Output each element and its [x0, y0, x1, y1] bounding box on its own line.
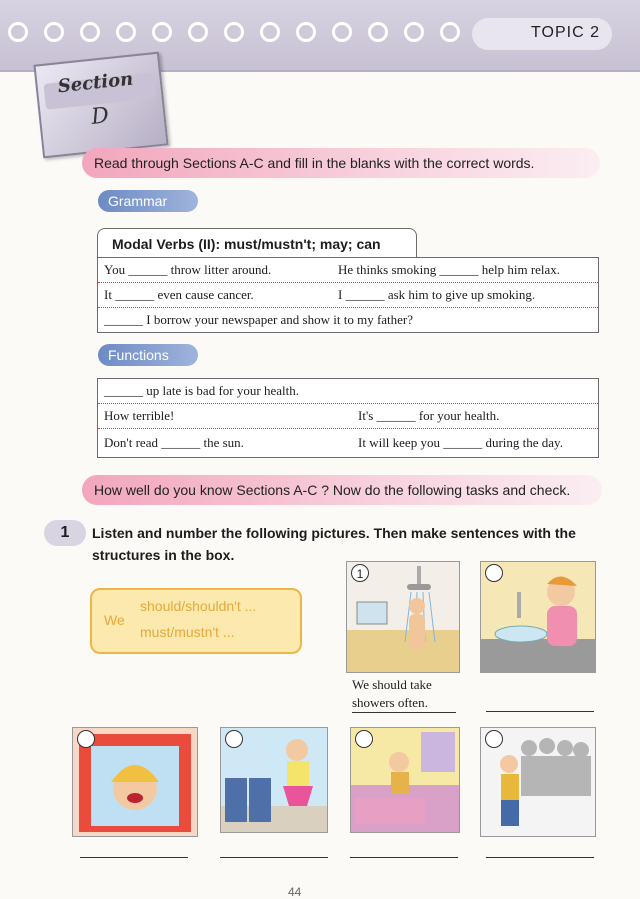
- task-instructions: Listen and number the following pictures. Then make sentences with the structures in the box.: [92, 525, 576, 563]
- crowd-picture: [480, 727, 596, 837]
- functions-row: [98, 379, 598, 404]
- binder-ring-icon: [296, 22, 316, 42]
- binder-ring-icon: [404, 22, 424, 42]
- functions-cell: It's ______ for your health.: [358, 408, 500, 423]
- picture-number-blank: [485, 564, 503, 582]
- functions-row: [98, 429, 598, 457]
- binder-ring-icon: [260, 22, 280, 42]
- answer-line[interactable]: [220, 857, 328, 858]
- binder-ring-icon: [224, 22, 244, 42]
- washing-hands-picture: [480, 561, 596, 673]
- picture-number-blank: [355, 730, 373, 748]
- structure-should: should/shouldn't ...: [140, 598, 257, 614]
- grammar-box: [97, 257, 599, 333]
- bedroom-picture: [350, 727, 460, 833]
- binder-ring-icon: [332, 22, 352, 42]
- picture-number-blank: [225, 730, 243, 748]
- answer-line[interactable]: [486, 857, 594, 858]
- binder-ring-icon: [44, 22, 64, 42]
- topic-label: TOPIC 2: [531, 24, 600, 41]
- caption-line-2: showers often.: [352, 694, 456, 713]
- binder-ring-icon: [440, 22, 460, 42]
- binder-ring-icon: [116, 22, 136, 42]
- grammar-row: [98, 258, 598, 283]
- grammar-row: [98, 283, 598, 308]
- grammar-cell: It ______ even cause cancer.: [104, 287, 254, 302]
- structure-we: We: [104, 612, 125, 628]
- answer-line[interactable]: [486, 711, 594, 712]
- grammar-label: Grammar: [98, 190, 198, 212]
- binder-ring-icon: [368, 22, 388, 42]
- task-number: 1: [44, 520, 86, 546]
- functions-row: [98, 404, 598, 429]
- example-caption: [352, 676, 456, 713]
- grammar-box-title: Modal Verbs (II): must/mustn't; may; can: [97, 228, 417, 258]
- picture-number: 1: [351, 564, 369, 582]
- binder-ring-icon: [8, 22, 28, 42]
- grammar-cell: I ______ ask him to give up smoking.: [338, 287, 536, 302]
- functions-box: [97, 378, 599, 458]
- structure-must: must/mustn't ...: [140, 624, 235, 640]
- grammar-cell: ______ I borrow your newspaper and show it to my father?: [104, 312, 414, 327]
- grammar-cell: You ______ throw litter around.: [104, 262, 272, 277]
- litter-picture: [220, 727, 328, 833]
- functions-cell: Don't read ______ the sun.: [104, 435, 244, 450]
- binder-ring-icon: [188, 22, 208, 42]
- structure-box: [90, 588, 302, 654]
- section-word: Section: [56, 68, 135, 98]
- page-number: 44: [288, 885, 302, 899]
- instruction-2: How well do you know Sections A-C ? Now do the following tasks and check.: [82, 475, 602, 505]
- grammar-row: [98, 308, 598, 332]
- binder-ring-icon: [152, 22, 172, 42]
- functions-label: Functions: [98, 344, 198, 366]
- section-card: [33, 52, 168, 159]
- section-letter: D: [89, 103, 111, 131]
- functions-cell: How terrible!: [104, 408, 175, 423]
- window-shouting-picture: [72, 727, 198, 837]
- functions-cell: ______ up late is bad for your health.: [104, 383, 299, 398]
- caption-line-1: We should take: [352, 677, 432, 692]
- picture-number-blank: [485, 730, 503, 748]
- answer-line[interactable]: [350, 857, 458, 858]
- picture-number-blank: [77, 730, 95, 748]
- shower-picture: [346, 561, 460, 673]
- functions-cell: It will keep you ______ during the day.: [358, 435, 563, 450]
- instruction-1: Read through Sections A-C and fill in the blanks with the correct words.: [82, 148, 600, 178]
- binder-ring-icon: [80, 22, 100, 42]
- grammar-cell: He thinks smoking ______ help him relax.: [338, 262, 561, 277]
- answer-line[interactable]: [80, 857, 188, 858]
